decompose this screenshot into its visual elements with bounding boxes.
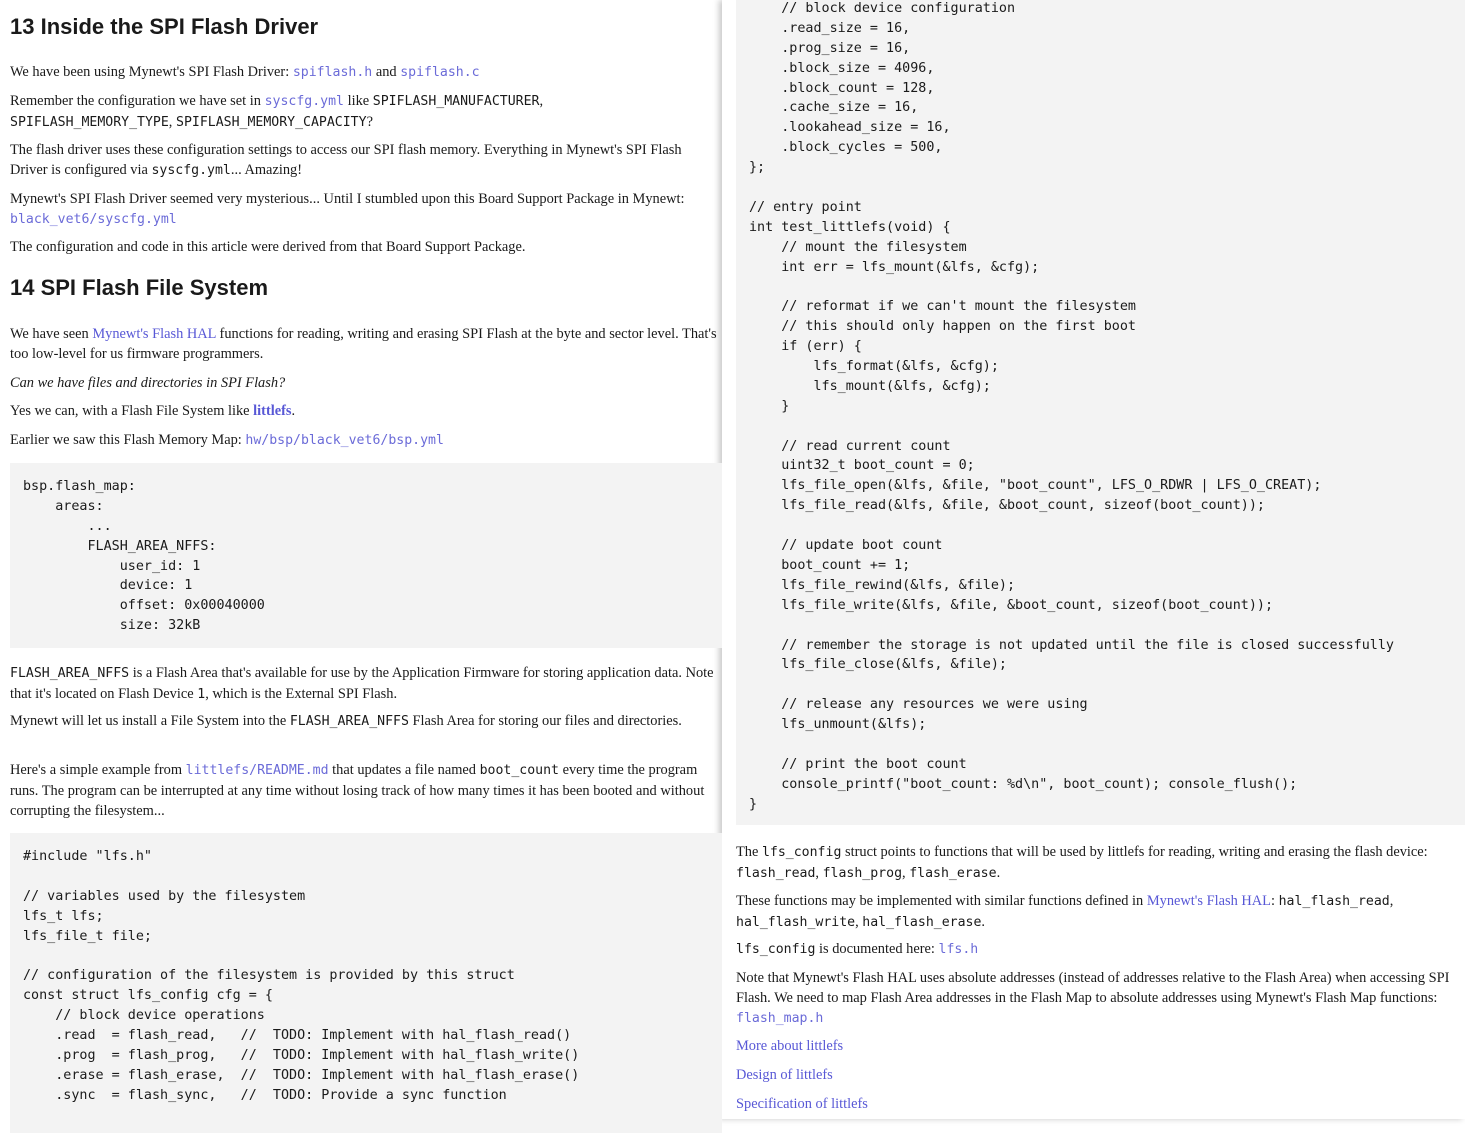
code-line xyxy=(749,417,1465,437)
text: Note that Mynewt's Flash HAL uses absolute addresses (instead of addresses relative to the Flash Area) when accessing SPI Flash. We need to map Flash Area addresses in the Flash Map to absolute addresses using Mynewt's Flash Map functions: xyxy=(736,970,1450,1006)
design-of-littlefs-link[interactable]: Design of littlefs xyxy=(736,1067,833,1083)
code-line: lfs_format(&lfs, &cfg); xyxy=(749,359,999,375)
text: , xyxy=(539,93,544,109)
inline-code: FLASH_AREA_NFFS xyxy=(289,714,409,729)
inline-code: boot_count xyxy=(479,763,559,778)
text: functions for reading, writing and erasing SPI Flash at the byte and sector level. That's too low-level for us firmware programmers. xyxy=(10,326,717,362)
text: , xyxy=(815,865,823,881)
code-line: lfs_mount(&lfs, &cfg); xyxy=(749,378,991,394)
paragraph-derived: The configuration and code in this article were derived from that Board Support Package. xyxy=(10,239,526,255)
code-line: .block_cycles = 500, xyxy=(749,140,943,156)
code-line: // configuration of the filesystem is provided by this struct xyxy=(23,968,515,984)
paragraph-lfs-config xyxy=(736,842,1461,884)
code-block-flash-map xyxy=(10,463,722,648)
inline-code: flash_read xyxy=(736,866,816,881)
code-line: lfs_t lfs; xyxy=(23,908,104,924)
code-line: .erase = flash_erase, // TODO: Implement with hal_flash_erase() xyxy=(23,1067,580,1083)
text: , xyxy=(902,865,910,881)
code-line: } xyxy=(749,796,758,812)
code-line: lfs_unmount(&lfs); xyxy=(749,717,927,733)
text: We have seen xyxy=(10,326,93,342)
code-line xyxy=(749,735,1465,755)
text: The xyxy=(736,844,762,860)
specification-of-littlefs-paragraph xyxy=(736,1094,868,1114)
text: . xyxy=(291,403,296,419)
code-line: }; xyxy=(749,160,766,176)
inline-code: SPIFLASH_MEMORY_TYPE xyxy=(10,115,169,130)
code-line: // mount the filesystem xyxy=(749,239,967,255)
code-line xyxy=(749,277,1465,297)
mynewt-flash-hal-link[interactable]: Mynewt's Flash HAL xyxy=(92,326,216,342)
code-line xyxy=(749,516,1465,536)
code-line: lfs_file_write(&lfs, &file, &boot_count, sizeof(boot_count)); xyxy=(749,597,1274,613)
text: Mynewt will let us install a File System into the xyxy=(10,713,290,729)
text: , xyxy=(168,114,176,130)
text: every time the program runs. The program can be interrupted at any time without losing track of how many times it has been booted and without corrupting the filesystem... xyxy=(10,762,705,819)
inline-code: lfs_config xyxy=(761,845,842,860)
mynewt-flash-hal-link[interactable]: Mynewt's Flash HAL xyxy=(1146,893,1271,909)
text: Here's a simple example from xyxy=(10,762,186,778)
spiflash-c-link[interactable]: spiflash.c xyxy=(400,65,480,80)
paragraph-hal-functions xyxy=(736,891,1465,933)
inline-code: flash_prog xyxy=(822,866,903,881)
code-line: areas: xyxy=(23,498,104,514)
code-line: bsp.flash_map: xyxy=(23,479,136,494)
code-line: // print the boot count xyxy=(749,756,967,772)
paragraph-spi-driver xyxy=(10,62,716,83)
more-about-littlefs-paragraph xyxy=(736,1036,843,1056)
inline-code: flash_erase xyxy=(909,866,997,881)
code-line: .block_count = 128, xyxy=(749,80,935,96)
code-line: lfs_file_rewind(&lfs, &file); xyxy=(749,577,1016,593)
inline-code: SPIFLASH_MEMORY_CAPACITY xyxy=(176,115,367,130)
code-line: // update boot count xyxy=(749,538,943,554)
code-line: lfs_file_t file; xyxy=(23,928,152,944)
text: Flash Area for storing our files and directories. xyxy=(408,713,682,729)
syscfg-yml-link[interactable]: syscfg.yml xyxy=(264,94,344,109)
code-line xyxy=(23,946,722,966)
paragraph-install-fs xyxy=(10,711,716,732)
text: and xyxy=(372,64,401,80)
code-line: .lookahead_size = 16, xyxy=(749,120,951,136)
text: ... Amazing! xyxy=(230,162,303,178)
code-line: ... xyxy=(23,518,112,534)
code-line: // read current count xyxy=(749,438,951,454)
text: . xyxy=(996,865,1001,881)
code-line: lfs_file_read(&lfs, &file, &boot_count, sizeof(boot_count)); xyxy=(749,498,1265,514)
section-14-heading: 14 SPI Flash File System xyxy=(10,275,269,300)
paragraph-question xyxy=(10,373,716,393)
code-line: // release any resources we were using xyxy=(749,697,1088,713)
text: Yes we can, with a Flash File System like xyxy=(10,403,254,419)
code-line xyxy=(749,178,1465,198)
paragraph-absolute-addresses xyxy=(736,968,1465,1029)
code-line: .prog = flash_prog, // TODO: Implement with hal_flash_write() xyxy=(23,1047,580,1063)
inline-code: SPIFLASH_MANUFACTURER xyxy=(372,94,540,109)
text: . xyxy=(981,914,985,930)
code-line: boot_count += 1; xyxy=(749,557,911,573)
code-line: uint32_t boot_count = 0; xyxy=(749,458,975,474)
inline-code: hal_flash_erase xyxy=(862,915,982,930)
code-line xyxy=(749,675,1465,695)
text: is documented here: xyxy=(815,941,939,957)
question-text: Can we have files and directories in SPI Flash? xyxy=(10,375,286,391)
text: These functions may be implemented with similar functions defined in xyxy=(736,893,1147,909)
code-line: // block device configuration xyxy=(749,1,1016,16)
more-about-littlefs-link[interactable]: More about littlefs xyxy=(736,1038,844,1054)
code-line: user_id: 1 xyxy=(23,558,201,574)
code-line: int err = lfs_mount(&lfs, &cfg); xyxy=(749,259,1040,275)
code-line: lfs_file_open(&lfs, &file, "boot_count", LFS_O_RDWR | LFS_O_CREAT); xyxy=(749,478,1322,494)
text: , which is the External SPI Flash. xyxy=(205,686,398,702)
text: that updates a file named xyxy=(328,762,480,778)
code-line: console_printf("boot_count: %d\n", boot_count); console_flush(); xyxy=(749,776,1298,792)
code-line: #include "lfs.h" xyxy=(23,849,152,864)
section-13-heading: 13 Inside the SPI Flash Driver xyxy=(10,14,319,39)
code-line: .read_size = 16, xyxy=(749,20,911,36)
paragraph-flash-area xyxy=(10,663,722,705)
code-line: .block_size = 4096, xyxy=(749,60,935,76)
code-line: .sync = flash_sync, // TODO: Provide a sync function xyxy=(23,1087,507,1103)
text: , xyxy=(1389,893,1394,909)
littlefs-readme-link[interactable]: littlefs/README.md xyxy=(185,763,329,778)
code-line: // remember the storage is not updated until the file is closed successfully xyxy=(749,637,1394,653)
text: struct points to functions that will be used by littlefs for reading, writing and erasing the flash device: xyxy=(841,844,1428,860)
code-line xyxy=(749,616,1465,636)
text: We have been using Mynewt's SPI Flash Driver: xyxy=(10,64,293,80)
bsp-yml-link[interactable]: hw/bsp/black_vet6/bsp.yml xyxy=(245,433,444,448)
code-line: .prog_size = 16, xyxy=(749,40,911,56)
design-of-littlefs-paragraph xyxy=(736,1065,833,1085)
code-line: size: 32kB xyxy=(23,618,201,634)
code-line: .cache_size = 16, xyxy=(749,100,919,116)
text: The flash driver uses these configuration settings to access our SPI flash memory. Everything in Mynewt's SPI Flash Driver is configured via xyxy=(10,142,682,178)
paragraph-flash-hal xyxy=(10,324,720,364)
black-vet6-syscfg-link[interactable]: black_vet6/syscfg.yml xyxy=(10,212,177,227)
paragraph-example xyxy=(10,760,722,821)
inline-code: syscfg.yml xyxy=(151,163,231,178)
text: Mynewt's SPI Flash Driver seemed very mysterious... Until I stumbled upon this Board Support Package in Mynewt: xyxy=(10,191,685,207)
text: , xyxy=(855,914,863,930)
paragraph-configuration xyxy=(10,91,716,133)
text: ? xyxy=(366,114,373,130)
littlefs-link[interactable]: littlefs xyxy=(253,403,292,419)
paragraph-flash-map xyxy=(10,430,716,451)
code-line: .read = flash_read, // TODO: Implement with hal_flash_read() xyxy=(23,1028,572,1044)
flash-map-h-link[interactable]: flash_map.h xyxy=(736,1011,824,1026)
paragraph-lfs-documented xyxy=(736,939,1461,960)
code-line: int test_littlefs(void) { xyxy=(749,219,951,235)
code-line: // reformat if we can't mount the filesystem xyxy=(749,299,1136,315)
paragraph-littlefs xyxy=(10,401,716,421)
code-block-littlefs-example xyxy=(10,833,722,1133)
paragraph-flash-driver xyxy=(10,140,716,181)
inline-code: 1 xyxy=(197,687,206,702)
code-line: const struct lfs_config cfg = { xyxy=(23,988,273,1004)
lfs-h-link[interactable]: lfs.h xyxy=(938,942,979,957)
text: Remember the configuration we have set in xyxy=(10,93,265,109)
code-line xyxy=(23,867,722,887)
code-line: offset: 0x00040000 xyxy=(23,598,265,614)
code-line: if (err) { xyxy=(749,339,862,355)
inline-code: FLASH_AREA_NFFS xyxy=(10,666,130,681)
code-line: } xyxy=(749,398,790,414)
specification-of-littlefs-link[interactable]: Specification of littlefs xyxy=(736,1096,868,1112)
text: : xyxy=(1270,893,1279,909)
inline-code: lfs_config xyxy=(736,942,816,957)
code-line: device: 1 xyxy=(23,578,193,594)
spiflash-h-link[interactable]: spiflash.h xyxy=(292,65,373,80)
code-line: // this should only happen on the first boot xyxy=(749,319,1136,335)
code-line: // entry point xyxy=(749,199,862,215)
paragraph-bsp xyxy=(10,189,716,230)
code-line: // variables used by the filesystem xyxy=(23,888,306,904)
text: is a Flash Area that's available for use by the Application Firmware for storing application data. Note that it's located on Flash Device xyxy=(10,665,714,702)
text: like xyxy=(343,93,373,109)
inline-code: hal_flash_write xyxy=(736,915,856,930)
code-line: FLASH_AREA_NFFS: xyxy=(23,538,217,554)
code-block-littlefs-continued xyxy=(736,0,1465,825)
text: Earlier we saw this Flash Memory Map: xyxy=(10,432,246,448)
code-line: // block device operations xyxy=(23,1008,265,1024)
inline-code: hal_flash_read xyxy=(1278,894,1390,909)
code-line: lfs_file_close(&lfs, &file); xyxy=(749,657,1007,673)
